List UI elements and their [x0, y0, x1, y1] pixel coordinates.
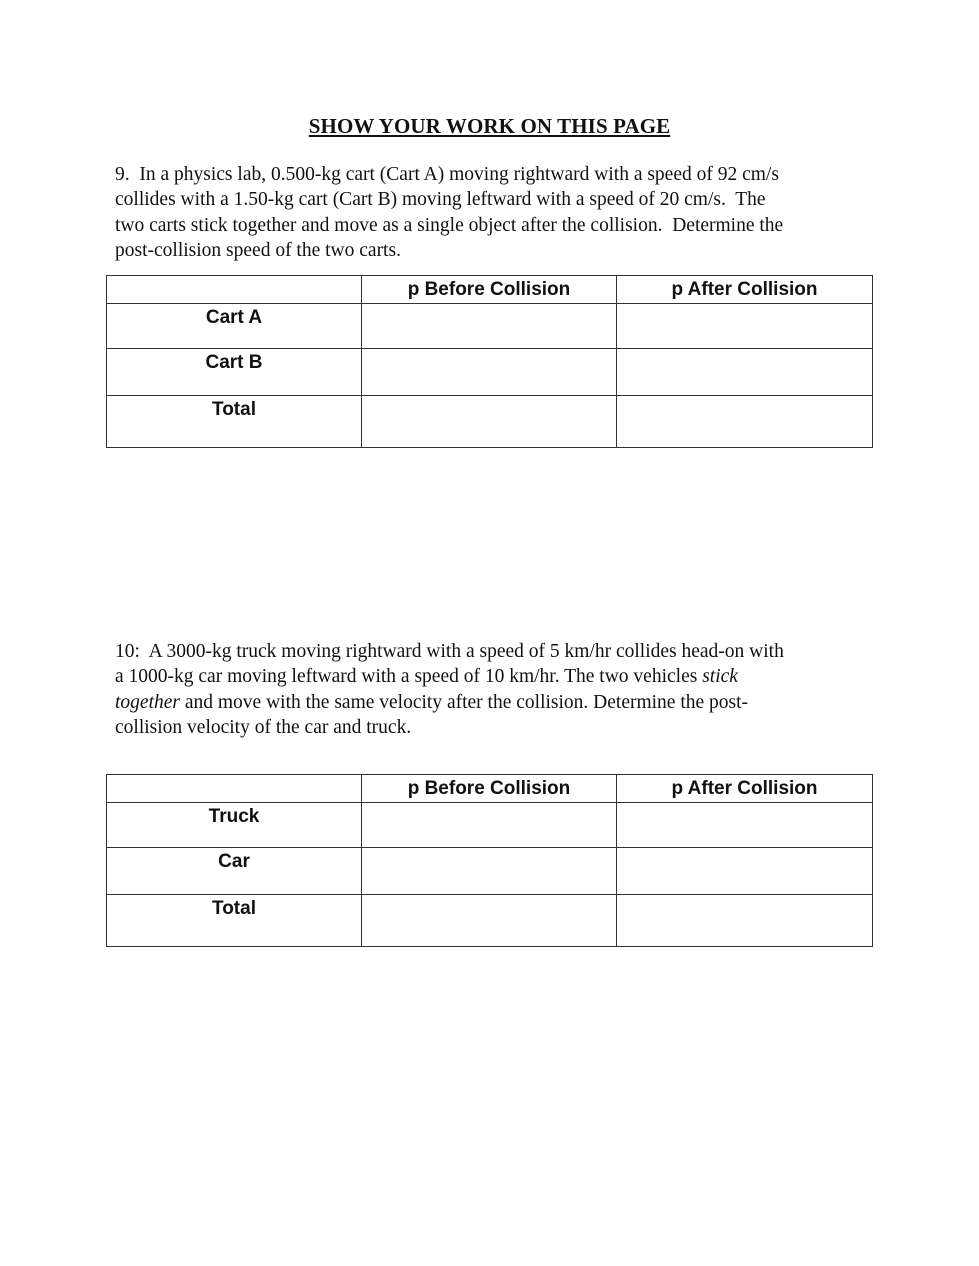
- momentum-table-vehicles: [106, 774, 873, 947]
- momentum-table-carts: [106, 275, 873, 448]
- answer-cell-after[interactable]: [617, 396, 873, 448]
- header-p-before: p Before Collision: [362, 276, 617, 304]
- table-row: [107, 895, 873, 947]
- answer-cell-after[interactable]: [617, 304, 873, 349]
- table-row: [107, 848, 873, 895]
- row-label-cart-b: Cart B: [107, 349, 362, 396]
- header-p-before: p Before Collision: [362, 775, 617, 803]
- answer-cell-before[interactable]: [362, 895, 617, 947]
- answer-cell-before[interactable]: [362, 349, 617, 396]
- answer-cell-before[interactable]: [362, 803, 617, 848]
- answer-cell-after[interactable]: [617, 895, 873, 947]
- header-p-after: p After Collision: [617, 276, 873, 304]
- answer-cell-before[interactable]: [362, 304, 617, 349]
- table-row: [107, 304, 873, 349]
- table-header-row: [107, 276, 873, 304]
- answer-cell-after[interactable]: [617, 349, 873, 396]
- question-9: [115, 162, 875, 263]
- row-label-total: Total: [107, 895, 362, 947]
- question-10-line: 10: A 3000-kg truck moving rightward with a speed of 5 km/hr collides head-on with: [115, 641, 784, 662]
- question-10-line: [115, 690, 875, 715]
- row-label-truck: Truck: [107, 803, 362, 848]
- question-9-line: 9. In a physics lab, 0.500-kg cart (Cart A) moving rightward with a speed of 92 cm/s: [115, 164, 779, 185]
- page-heading: SHOW YOUR WORK ON THIS PAGE: [308, 114, 671, 138]
- answer-cell-before[interactable]: [362, 848, 617, 895]
- table-row: [107, 803, 873, 848]
- question-10: [115, 639, 875, 740]
- header-empty-cell: [107, 276, 362, 304]
- row-label-cart-a: Cart A: [107, 304, 362, 349]
- question-10-line: [115, 664, 875, 689]
- question-10-emphasis: together: [115, 691, 180, 713]
- header-empty-cell: [107, 775, 362, 803]
- answer-cell-before[interactable]: [362, 396, 617, 448]
- question-10-text: and move with the same velocity after the collision. Determine the post-: [179, 691, 749, 713]
- question-9-line: two carts stick together and move as a single object after the collision. Determine the: [115, 214, 784, 236]
- row-label-car: Car: [107, 848, 362, 895]
- question-9-line: collides with a 1.50-kg cart (Cart B) moving leftward with a speed of 20 cm/s. The: [115, 189, 766, 211]
- question-10-emphasis: stick: [702, 666, 738, 688]
- question-9-line: post-collision speed of the two carts.: [115, 239, 401, 261]
- table-row: [107, 349, 873, 396]
- question-10-line: collision velocity of the car and truck.: [115, 716, 412, 738]
- answer-cell-after[interactable]: [617, 803, 873, 848]
- row-label-total: Total: [107, 396, 362, 448]
- question-10-text: a 1000-kg car moving leftward with a speed of 10 km/hr. The two vehicles: [115, 666, 703, 688]
- header-p-after: p After Collision: [617, 775, 873, 803]
- table-header-row: [107, 775, 873, 803]
- table-row: [107, 396, 873, 448]
- answer-cell-after[interactable]: [617, 848, 873, 895]
